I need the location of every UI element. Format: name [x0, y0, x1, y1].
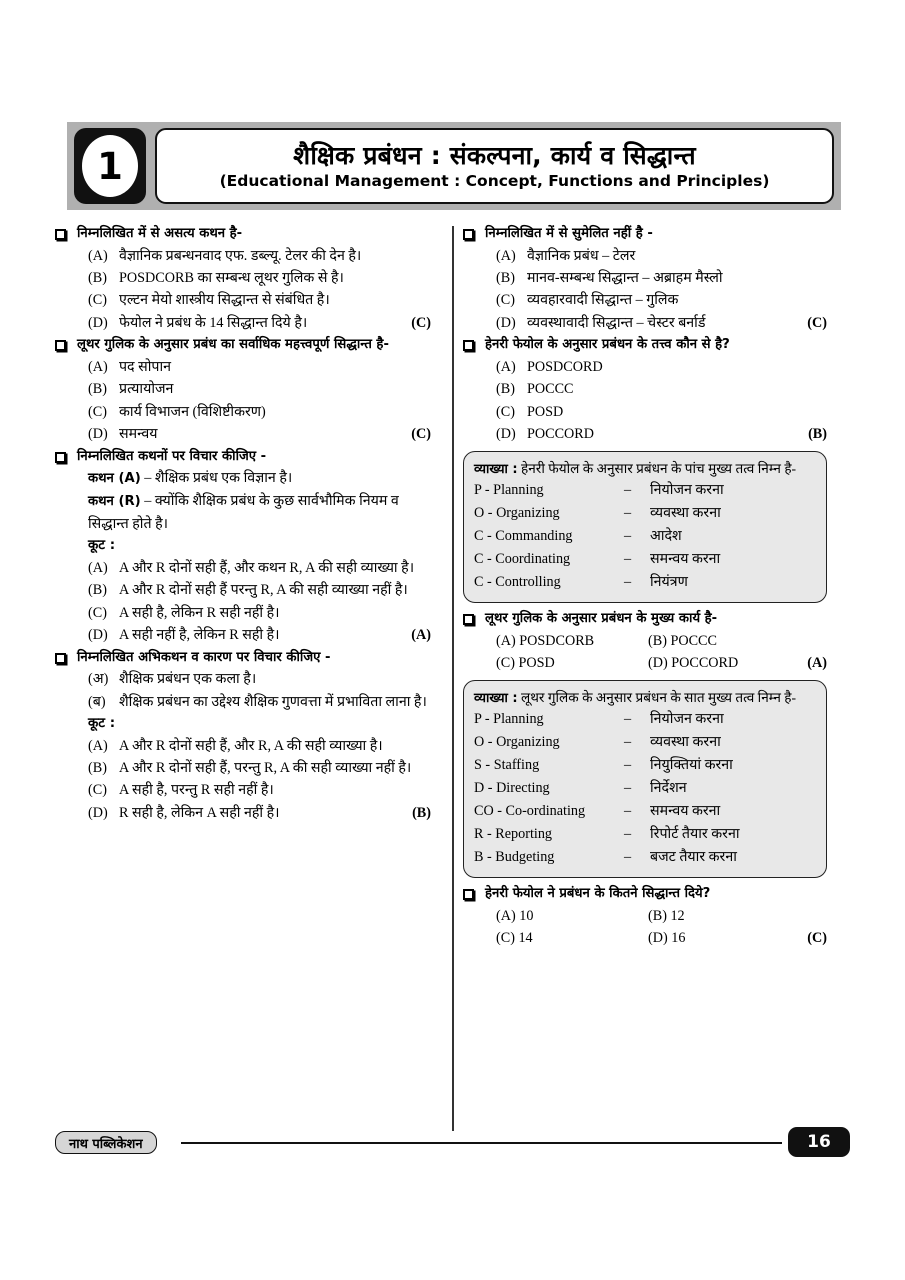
option-row[interactable]: (A) पद सोपान: [88, 358, 172, 375]
page-footer: [55, 1131, 850, 1161]
option-row[interactable]: (C) कार्य विभाजन (विशिष्टीकरण): [88, 403, 266, 420]
explanation-row: S - Staffing – नियुक्तियां करना: [474, 757, 733, 774]
question-2-stem: लूथर गुलिक के अनुसार प्रबंध का सर्वाधिक महत्त्वपूर्ण सिद्धान्त है-: [55, 335, 431, 356]
answer-key: (A): [807, 655, 827, 672]
option-row[interactable]: (A) वैज्ञानिक प्रबन्धनवाद एफ. डब्ल्यू. टेलर की देन है।: [88, 247, 362, 264]
right-column: [441, 224, 827, 1124]
question-1: [55, 224, 431, 334]
question-5-stem: निम्नलिखित में से सुमेलित नहीं है -: [463, 224, 827, 245]
answer-key: (C): [807, 930, 827, 947]
question-7: [463, 609, 827, 674]
question-1-stem: निम्नलिखित में से असत्य कथन है-: [55, 224, 431, 245]
answer-key: (C): [411, 314, 431, 331]
option-row[interactable]: (B) प्रत्यायोजन: [88, 381, 174, 398]
explanation-box-fayol: [463, 451, 827, 604]
explanation-row: P - Planning – नियोजन करना: [474, 482, 724, 499]
question-columns: [55, 224, 850, 1124]
question-2: [55, 335, 431, 445]
square-bullet-icon: [55, 653, 66, 664]
option-row[interactable]: (B) POSDCORB का सम्बन्ध लूथर गुलिक से है।: [88, 270, 344, 287]
explanation-row: C - Coordinating – समन्वय करना: [474, 551, 721, 568]
option-row[interactable]: (C) एल्टन मेयो शास्त्रीय सिद्धान्त से संबंधित है।: [88, 292, 330, 309]
explanation-row: R - Reporting – रिपोर्ट तैयार करना: [474, 826, 740, 843]
option-row[interactable]: (C) व्यवहारवादी सिद्धान्त – गुलिक: [496, 292, 679, 309]
option-row[interactable]: (B) A और R दोनों सही हैं, परन्तु R, A की सही व्याख्या नहीं है।: [88, 759, 412, 776]
option-row[interactable]: (C) POSD (D) POCCORD (A): [463, 652, 827, 674]
answer-key: (A): [411, 627, 431, 644]
chapter-title-hindi: शैक्षिक प्रबंधन : संकल्पना, कार्य व सिद्धान्त: [293, 140, 696, 170]
option-row[interactable]: (C) A सही है, लेकिन R सही नहीं है।: [88, 604, 280, 621]
publisher-badge: नाथ पब्लिकेशन: [55, 1131, 157, 1154]
answer-key: (B): [412, 804, 431, 821]
option-row[interactable]: (A) वैज्ञानिक प्रबंध – टेलर: [496, 247, 636, 264]
option-row[interactable]: (C) A सही है, परन्तु R सही नहीं है।: [88, 782, 274, 799]
question-3-stem: निम्नलिखित कथनों पर विचार कीजिए -: [55, 447, 431, 468]
option-row[interactable]: (A) A और R दोनों सही हैं, और R, A की सही व्याख्या है।: [88, 737, 383, 754]
option-row[interactable]: (D) फेयोल ने प्रबंध के 14 सिद्धान्त दिये है। (C): [55, 312, 431, 334]
explanation-row: P - Planning – नियोजन करना: [474, 711, 724, 728]
answer-key: (C): [807, 314, 827, 331]
reason-row: (ब) शैक्षिक प्रबंधन का उद्देश्य शैक्षिक गुणवत्ता में प्रभाविता लाना है।: [88, 693, 427, 710]
explanation-row: CO - Co-ordinating – समन्वय करना: [474, 803, 721, 820]
question-5: [463, 224, 827, 334]
square-bullet-icon: [463, 229, 474, 240]
assertion-row: (अ) शैक्षिक प्रबंधन एक कला है।: [88, 671, 257, 688]
explanation-heading: व्याख्या : हेनरी फेयोल के अनुसार प्रबंधन के पांच मुख्य तत्व निम्न है-: [474, 460, 797, 477]
option-row[interactable]: (B) मानव-सम्बन्ध सिद्धान्त – अब्राहम मैस्लो: [496, 270, 723, 287]
question-8: [463, 884, 827, 949]
chapter-title-plate: [155, 128, 834, 204]
explanation-box-gulick: [463, 680, 827, 879]
option-row[interactable]: (D) R सही है, लेकिन A सही नहीं है। (B): [55, 802, 431, 824]
explanation-row: O - Organizing – व्यवस्था करना: [474, 505, 721, 522]
answer-key: (C): [411, 426, 431, 443]
explanation-heading: व्याख्या : लूथर गुलिक के अनुसार प्रबंधन के सात मुख्य तत्व निम्न है-: [474, 689, 797, 706]
square-bullet-icon: [463, 889, 474, 900]
question-4: [55, 648, 431, 825]
option-row[interactable]: (D) व्यवस्थावादी सिद्धान्त – चेस्टर बर्नार्ड (C): [463, 312, 827, 334]
square-bullet-icon: [55, 229, 66, 240]
option-row[interactable]: (B) POCCC: [496, 381, 574, 398]
question-6: [463, 335, 827, 445]
code-label: कूट :: [88, 716, 116, 732]
footer-rule: [181, 1142, 782, 1144]
option-row[interactable]: (A) A और R दोनों सही हैं, और कथन R, A की सही व्याख्या है।: [88, 559, 415, 576]
explanation-row: C - Commanding – आदेश: [474, 528, 682, 545]
question-8-stem: हेनरी फेयोल ने प्रबंधन के कितने सिद्धान्त दिये?: [463, 884, 827, 905]
square-bullet-icon: [463, 340, 474, 351]
option-row[interactable]: (A) POSDCORB (B) POCCC: [496, 632, 717, 649]
option-row[interactable]: (D) POCCORD (B): [463, 423, 827, 445]
answer-key: (B): [808, 426, 827, 443]
chapter-number-badge: [74, 128, 146, 204]
explanation-row: O - Organizing – व्यवस्था करना: [474, 734, 721, 751]
question-6-stem: हेनरी फेयोल के अनुसार प्रबंधन के तत्त्व कौन से है?: [463, 335, 827, 356]
square-bullet-icon: [55, 452, 66, 463]
chapter-banner: [67, 122, 841, 210]
option-row[interactable]: (C) POSD: [496, 403, 564, 420]
statement-a: कथन (A) – शैक्षिक प्रबंध एक विज्ञान है।: [88, 470, 293, 487]
option-row[interactable]: (B) A और R दोनों सही हैं परन्तु R, A की सही व्याख्या नहीं है।: [88, 582, 408, 599]
chapter-number: 1: [82, 135, 138, 197]
square-bullet-icon: [463, 614, 474, 625]
option-row[interactable]: (A) POSDCORD: [496, 358, 603, 375]
option-row[interactable]: (A) 10 (B) 12: [496, 907, 685, 924]
statement-r: कथन (R) – क्योंकि शैक्षिक प्रबंध के कुछ सार्वभौमिक नियम व सिद्धान्त होते है।: [88, 493, 399, 532]
explanation-row: D - Directing – निर्देशन: [474, 780, 687, 797]
option-row[interactable]: (D) समन्वय (C): [55, 423, 431, 445]
explanation-row: C - Controlling – नियंत्रण: [474, 574, 688, 591]
square-bullet-icon: [55, 340, 66, 351]
question-3: [55, 447, 431, 647]
question-4-stem: निम्नलिखित अभिकथन व कारण पर विचार कीजिए -: [55, 648, 431, 669]
option-row[interactable]: (D) A सही नहीं है, लेकिन R सही है। (A): [55, 624, 431, 646]
option-row[interactable]: (C) 14 (D) 16 (C): [463, 927, 827, 949]
question-7-stem: लूथर गुलिक के अनुसार प्रबंधन के मुख्य कार्य है-: [463, 609, 827, 630]
left-column: [55, 224, 441, 1124]
chapter-title-english: (Educational Management : Concept, Functions and Principles): [219, 172, 770, 191]
explanation-row: B - Budgeting – बजट तैयार करना: [474, 849, 737, 866]
page-number-badge: 16: [788, 1127, 850, 1157]
code-label: कूट :: [88, 538, 116, 554]
